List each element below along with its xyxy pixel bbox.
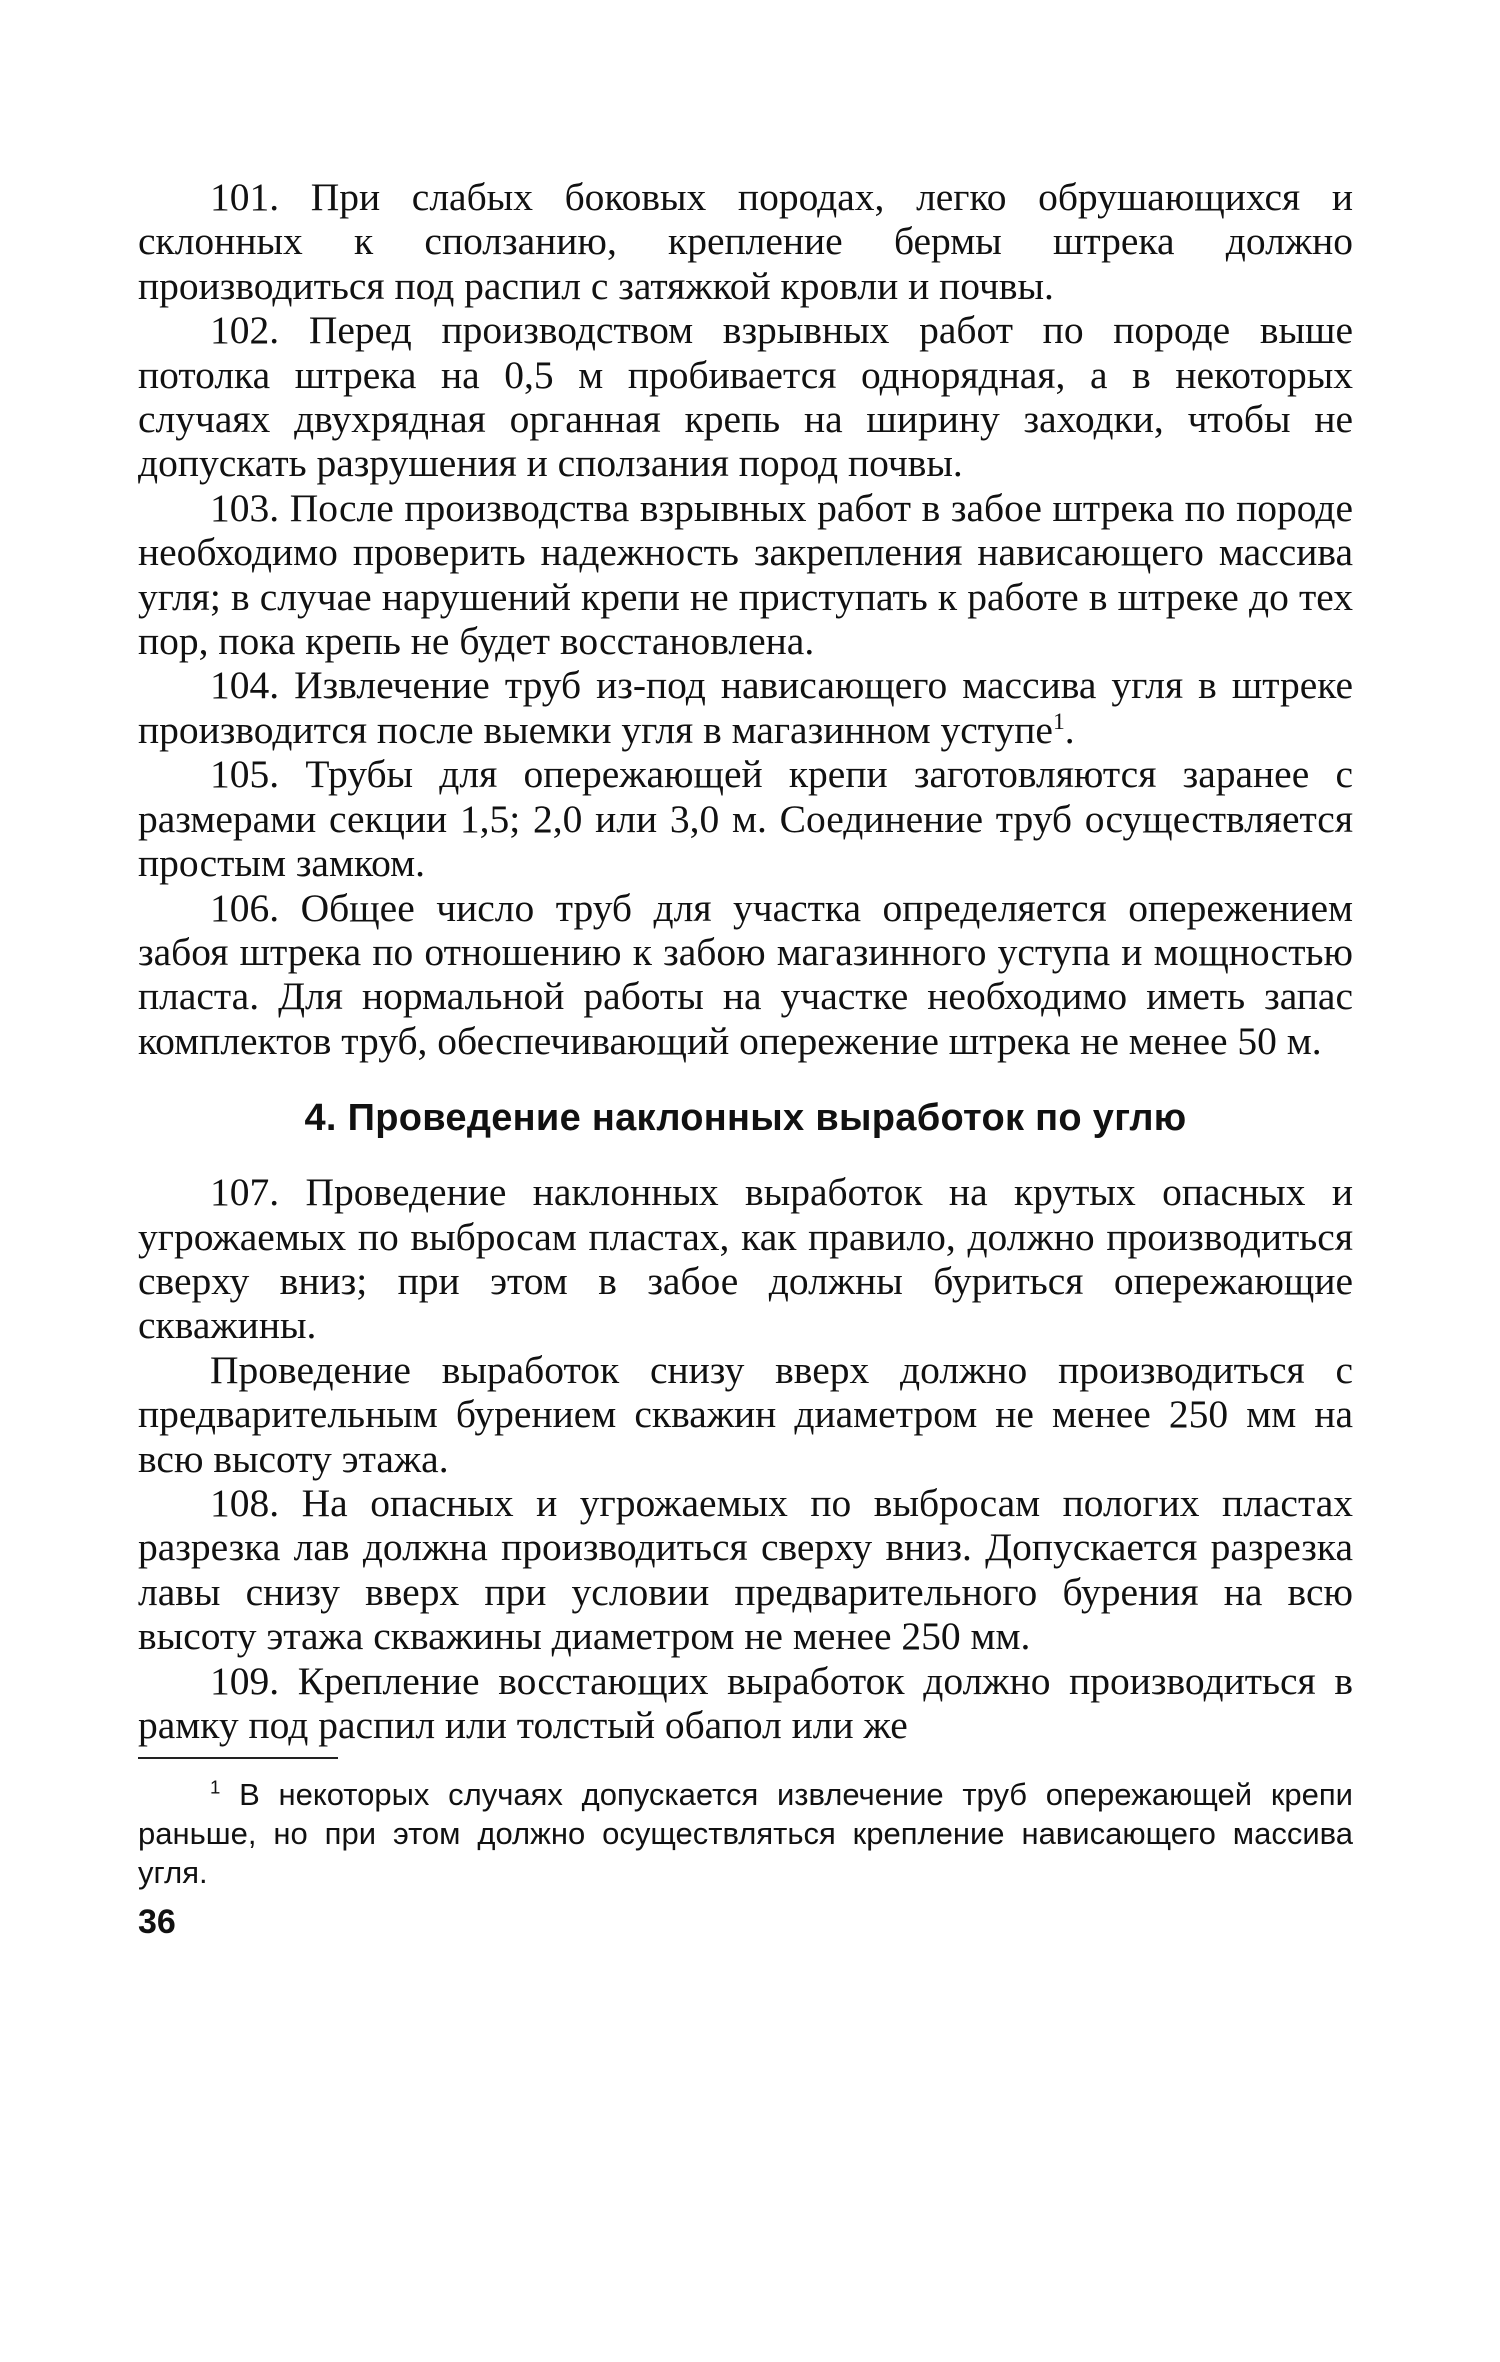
footnote-reference: 1 xyxy=(1052,708,1065,735)
paragraph-107-continued: Проведение выработок снизу вверх должно производиться с предварительным бурением скважин диаметром не менее 250 мм на всю высоту этажа. xyxy=(138,1347,1353,1481)
paragraph-107: 107. Проведение наклонных выработок на крутых опасных и угрожаемых по выбросам пластах, как правило, должно производиться сверху вниз; при этом в забое должны буриться опережающие скважины. xyxy=(138,1170,1353,1348)
page-number: 36 xyxy=(138,1903,176,1942)
paragraph-106: 106. Общее число труб для участка определяется опережением забоя штрека по отношению к забою магазинного уступа и мощностью пласта. Для нормальной работы на участке необходимо иметь запас комплектов труб, обеспечивающий опережение штрека не менее 50 м. xyxy=(138,885,1353,1063)
paragraph-104 xyxy=(138,663,1353,752)
paragraph-101: 101. При слабых боковых породах, легко обрушающихся и склонных к сползанию, крепление бермы штрека должно производиться под распил с затяжкой кровли и почвы. xyxy=(138,175,1353,308)
footnote-mark: 1 xyxy=(210,1777,221,1799)
footnote-text: В некоторых случаях допускается извлечение труб опережающей крепи раньше, но при этом должно осуществляться крепление нависающего массива угля. xyxy=(138,1777,1353,1891)
footnote-divider xyxy=(138,1757,338,1759)
paragraph-104-text: 104. Извлечение труб из-под нависающего массива угля в штреке производится после выемки угля в магазинном уступе xyxy=(138,663,1353,752)
paragraph-102: 102. Перед производством взрывных работ по породе выше потолка штрека на 0,5 м пробивается однорядная, а в некоторых случаях двухрядная органная крепь на ширину заходки, чтобы не допускать разрушения и сползания пород почвы. xyxy=(138,308,1353,486)
paragraph-109: 109. Крепление восстающих выработок должно производиться в рамку под распил или толстый обапол или же xyxy=(138,1658,1353,1747)
paragraph-108: 108. На опасных и угрожаемых по выбросам пологих пластах разрезка лав должна производиться сверху вниз. Допускается разрезка лавы снизу вверх при условии предварительного бурения на всю высоту этажа скважины диаметром не менее 250 мм. xyxy=(138,1480,1353,1659)
paragraph-103: 103. После производства взрывных работ в забое штрека по породе необходимо проверить надежность закрепления нависающего массива угля; в случае нарушений крепи не приступать к работе в штреке до тех пор, пока крепь не будет восстановлена. xyxy=(138,485,1353,664)
paragraph-105: 105. Трубы для опережающей крепи заготовляются заранее с размерами секции 1,5; 2,0 или 3,0 м. Соединение труб осуществляется простым замком. xyxy=(138,752,1353,886)
section-heading: 4. Проведение наклонных выработок по углю xyxy=(304,1097,1187,1140)
book-page xyxy=(138,175,1353,1942)
paragraph-104-tail: . xyxy=(1064,707,1075,752)
footnote xyxy=(138,1775,1353,1892)
